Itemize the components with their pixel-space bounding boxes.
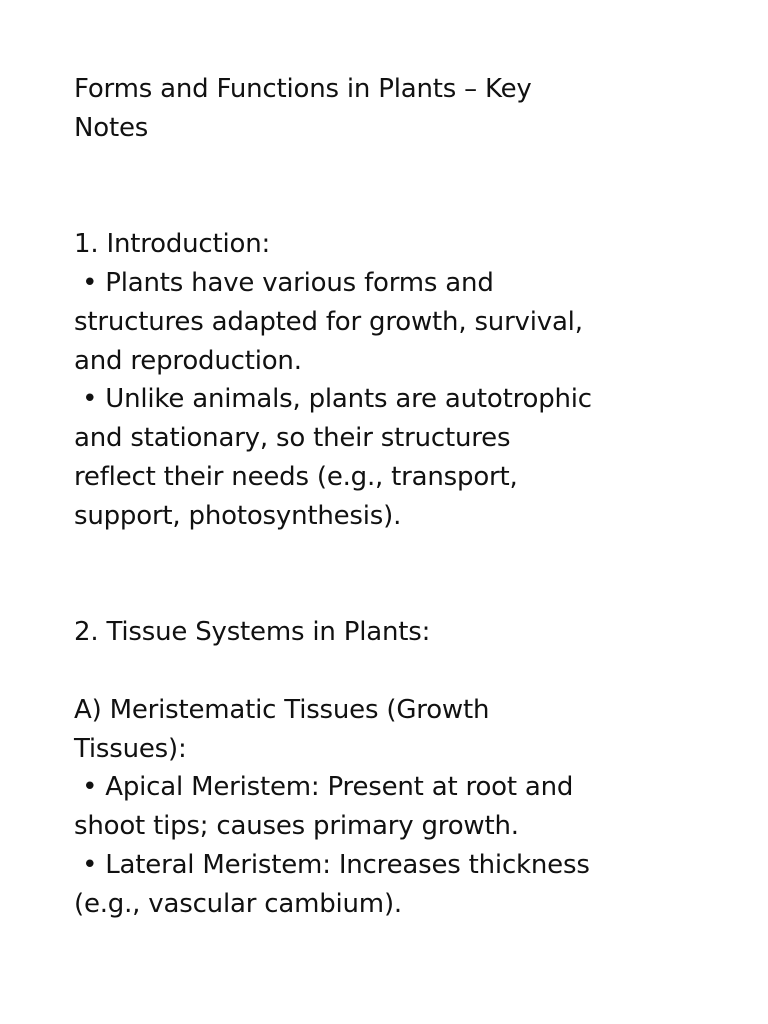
bullet-line: structures adapted for growth, survival, [74,306,583,337]
bullet-line: (e.g., vascular cambium). [74,888,402,919]
bullet-line: and stationary, so their structures [74,423,511,454]
bullet-line: and reproduction. [74,345,302,376]
title-line: Forms and Functions in Plants – Key [74,74,532,104]
bullet-line: • Plants have various forms and [74,267,494,298]
bullet-item [74,380,714,535]
bullet-line: support, photosynthesis). [74,500,402,531]
spacer [74,652,714,691]
section-heading: 2. Tissue Systems in Plants: [74,617,431,648]
section-introduction [74,225,714,535]
section-tissue-systems [74,613,714,923]
bullet-item [74,264,714,380]
subsection-heading: Tissues): [74,733,187,764]
spacer [74,536,714,614]
subsection-meristematic [74,691,714,924]
bullet-item [74,768,714,846]
document-title [74,70,714,148]
subsection-heading: A) Meristematic Tissues (Growth [74,694,490,725]
title-line: Notes [74,112,149,143]
spacer [74,148,714,226]
bullet-line: • Apical Meristem: Present at root and [74,772,574,803]
bullet-line: • Unlike animals, plants are autotrophic [74,384,592,415]
bullet-line: reflect their needs (e.g., transport, [74,461,518,492]
document-page [74,70,714,924]
bullet-line: shoot tips; causes primary growth. [74,811,519,842]
bullet-line: • Lateral Meristem: Increases thickness [74,849,590,880]
section-heading: 1. Introduction: [74,229,271,260]
bullet-item [74,846,714,924]
